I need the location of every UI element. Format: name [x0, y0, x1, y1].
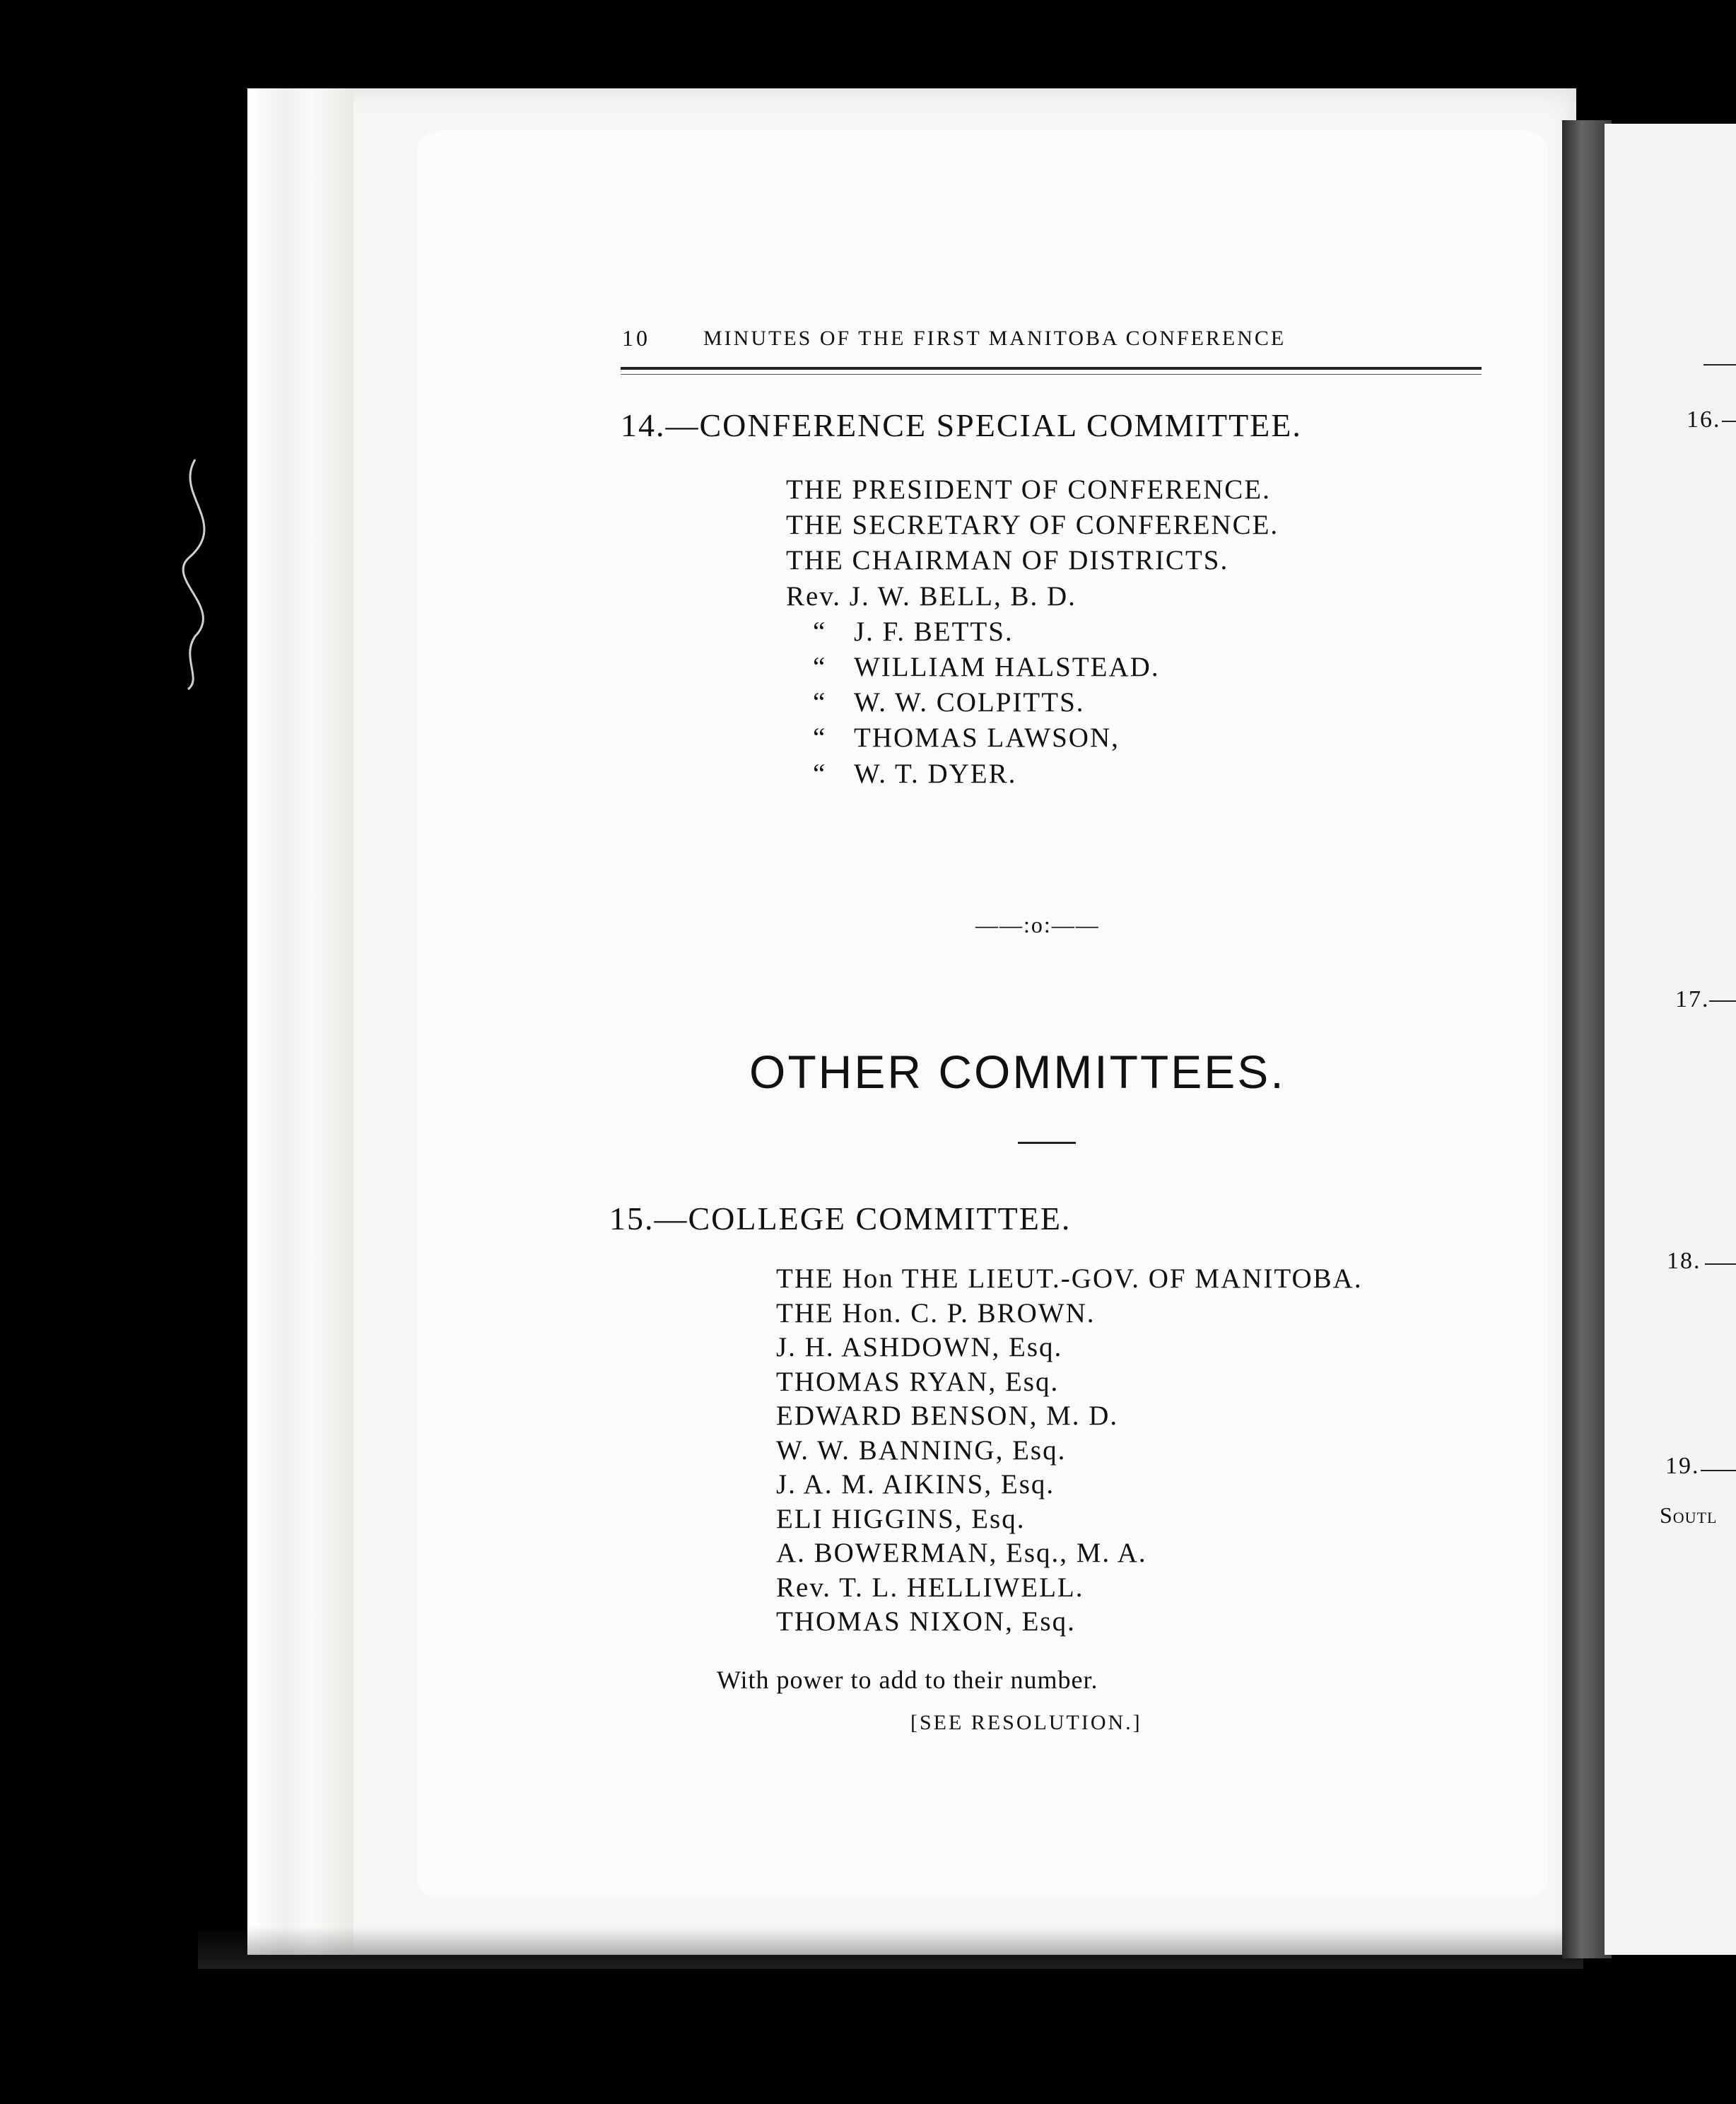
- member: EDWARD BENSON, M. D.: [776, 1401, 1119, 1431]
- heading-rule: [1018, 1142, 1076, 1144]
- member: J. A. M. AIKINS, Esq.: [776, 1469, 1055, 1500]
- committee-member-list: [786, 472, 1279, 792]
- member-row: [786, 720, 1279, 756]
- resolution-note: [SEE RESOLUTION.]: [910, 1711, 1142, 1734]
- page-number: 10: [622, 325, 650, 351]
- section-number-17: 17.: [1675, 986, 1710, 1012]
- member: A. BOWERMAN, Esq., M. A.: [776, 1538, 1147, 1568]
- member: THOMAS LAWSON,: [854, 723, 1120, 754]
- member: J. F. BETTS.: [854, 616, 1014, 647]
- member: THE CHAIRMAN OF DISTRICTS.: [786, 545, 1229, 576]
- dash: [1709, 1000, 1736, 1002]
- section-number-16: 16.: [1687, 407, 1721, 433]
- header-rule-thin: [621, 374, 1482, 375]
- ditto-mark: “: [813, 652, 827, 683]
- member: THE SECRETARY OF CONFERENCE.: [786, 510, 1279, 541]
- section-separator: ——:o:——: [975, 912, 1100, 937]
- member: THE PRESIDENT OF CONFERENCE.: [786, 474, 1271, 505]
- section-title-14: 14.—CONFERENCE SPECIAL COMMITTEE.: [621, 407, 1302, 443]
- member: THOMAS RYAN, Esq.: [776, 1366, 1060, 1397]
- member-row: [786, 685, 1279, 720]
- member-row: [786, 614, 1279, 650]
- member: Rev. T. L. HELLIWELL.: [776, 1572, 1084, 1603]
- right-page: [1605, 124, 1736, 1955]
- section-title-15: 15.—COLLEGE COMMITTEE.: [609, 1200, 1072, 1237]
- section-number-18: 18.: [1667, 1248, 1701, 1274]
- member: THE Hon THE LIEUT.-GOV. OF MANITOBA.: [776, 1263, 1363, 1294]
- member: W. W. BANNING, Esq.: [776, 1434, 1067, 1466]
- dash: [1722, 421, 1736, 422]
- ditto-mark: “: [813, 687, 827, 718]
- member-row: [786, 650, 1279, 685]
- ditto-mark: “: [813, 616, 827, 647]
- dash: [1701, 1470, 1736, 1471]
- committee-member-list: [776, 1262, 1363, 1640]
- dash: [1703, 364, 1736, 366]
- stray-hair-mark: [167, 452, 252, 693]
- ditto-mark: “: [813, 758, 827, 789]
- page-edge: [247, 88, 353, 1955]
- running-head: MINUTES OF THE FIRST MANITOBA CONFERENCE: [703, 327, 1286, 350]
- section-number-19: 19.: [1665, 1453, 1700, 1479]
- member: J. H. ASHDOWN, Esq.: [776, 1332, 1063, 1362]
- ditto-mark: “: [813, 723, 827, 754]
- partial-word: Soutl: [1660, 1502, 1718, 1528]
- member: THOMAS NIXON, Esq.: [776, 1606, 1076, 1637]
- member: THE Hon. C. P. BROWN.: [776, 1297, 1096, 1328]
- dash: [1705, 1263, 1736, 1265]
- member: WILLIAM HALSTEAD.: [854, 652, 1160, 683]
- member: ELI HIGGINS, Esq.: [776, 1503, 1026, 1534]
- member: Rev. J. W. BELL, B. D.: [786, 580, 1077, 612]
- member: W. W. COLPITTS.: [854, 687, 1085, 718]
- header-rule: [621, 367, 1482, 370]
- page-bottom-shadow: [198, 1927, 1583, 1969]
- power-note: With power to add to their number.: [717, 1666, 1098, 1694]
- member-row: [786, 756, 1279, 792]
- other-committees-heading: OTHER COMMITTEES.: [749, 1046, 1286, 1098]
- member: W. T. DYER.: [854, 758, 1017, 789]
